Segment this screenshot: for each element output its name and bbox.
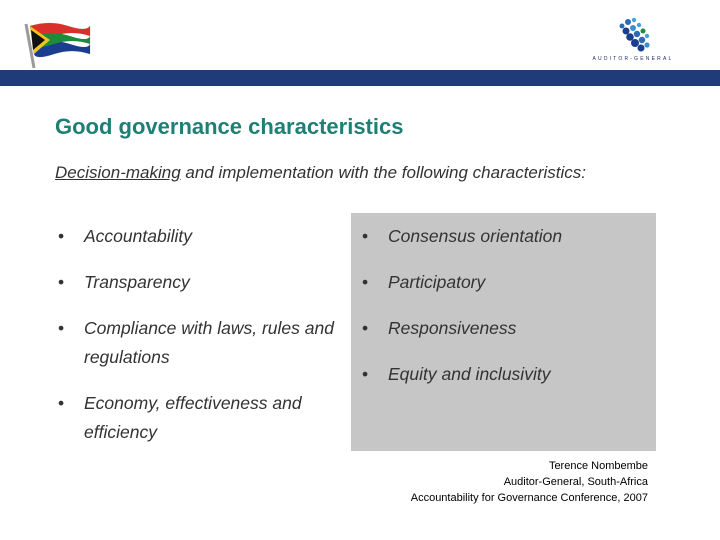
list-item (55, 314, 345, 372)
speaker-name: Terence Nombembe (548, 460, 648, 472)
slide-title: Good governance characteristics (55, 114, 404, 139)
header-bar (0, 70, 720, 86)
list-item-label: Accountability (84, 226, 192, 246)
speaker-credit (411, 458, 648, 506)
logo-dots-icon (578, 12, 688, 56)
bullet: • (362, 272, 369, 292)
list-item-label: Responsiveness (388, 318, 517, 338)
list-item (55, 268, 345, 297)
auditor-general-logo (578, 12, 688, 67)
list-item (55, 389, 345, 447)
list-item-label: Participatory (388, 272, 486, 292)
event-name: Accountability for Governance Conference, 2007 (410, 492, 648, 504)
bullet: • (58, 272, 65, 292)
intro-text (55, 162, 635, 183)
south-africa-flag-icon (20, 18, 92, 70)
bullet: • (58, 393, 65, 413)
list-item-label: Equity and inclusivity (388, 364, 551, 384)
right-characteristics-list (359, 222, 649, 389)
list-item-label: Compliance with laws, rules and regulations (84, 318, 334, 367)
intro-rest: and implementation with the following characteristics: (180, 163, 587, 182)
speaker-role: Auditor-General, South-Africa (503, 476, 648, 488)
list-item-label: Transparency (84, 272, 190, 292)
left-characteristics-list (55, 222, 345, 447)
intro-underlined: Decision-making (55, 163, 181, 182)
bullet: • (58, 226, 65, 246)
list-item-label: Economy, effectiveness and efficiency (84, 393, 302, 442)
bullet: • (362, 226, 369, 246)
bullet: • (58, 318, 65, 338)
list-item (359, 268, 649, 297)
list-item (359, 314, 649, 343)
list-item (55, 222, 345, 251)
list-item (359, 360, 649, 389)
bullet: • (362, 364, 369, 384)
bullet: • (362, 318, 369, 338)
list-item-label: Consensus orientation (388, 226, 563, 246)
list-item (359, 222, 649, 251)
logo-text: AUDITOR-GENERAL (592, 56, 674, 62)
